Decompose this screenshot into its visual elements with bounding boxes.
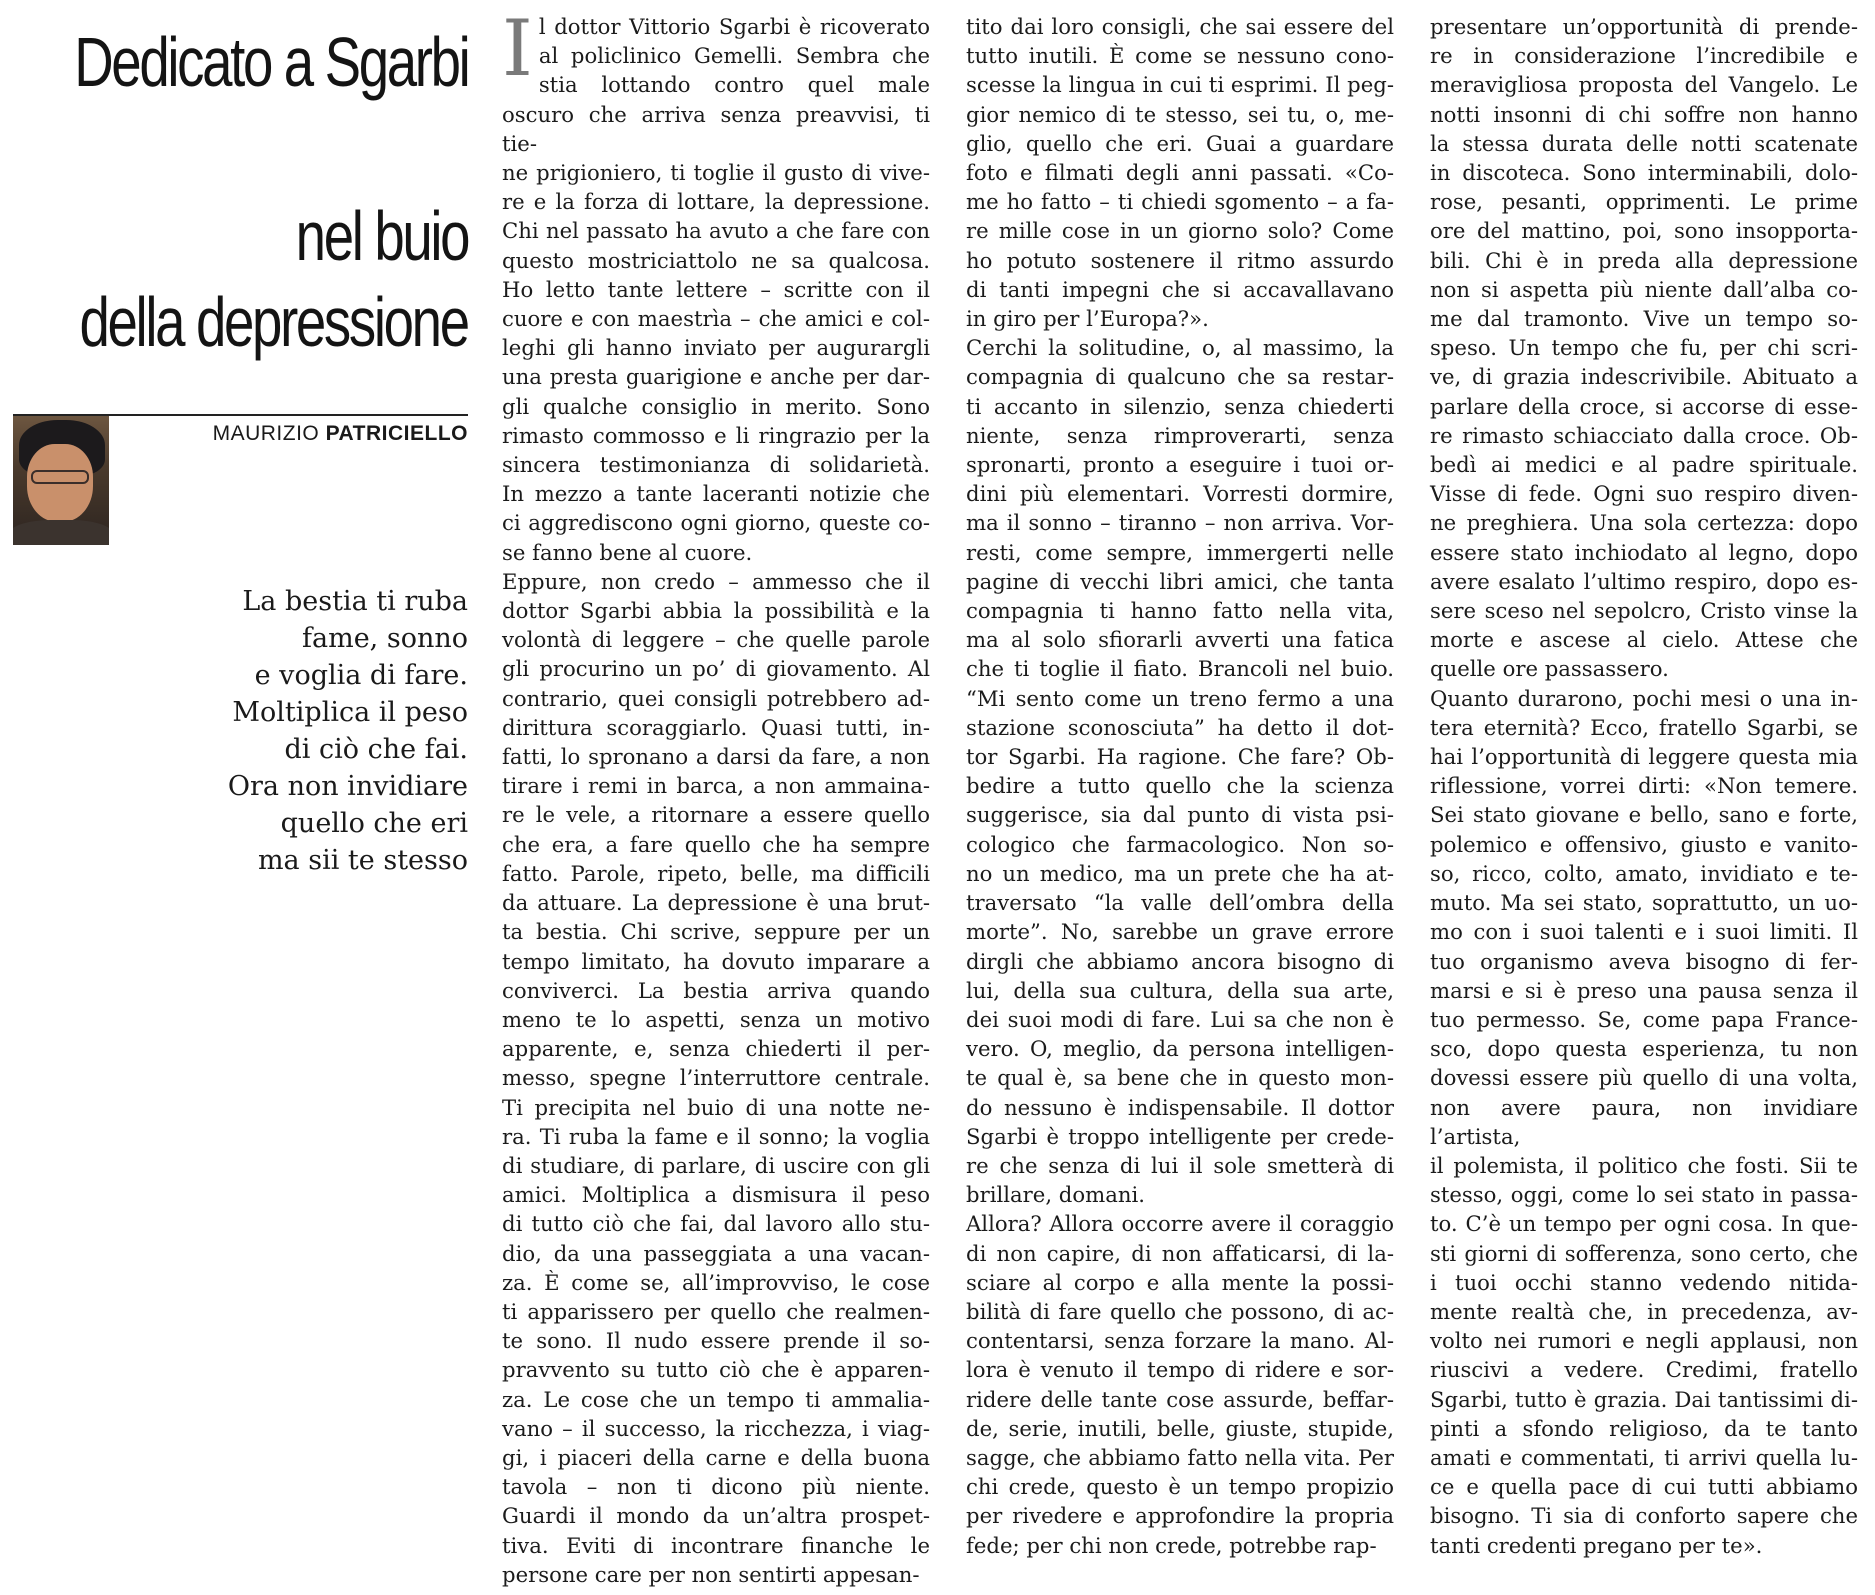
article-line: lora è venuto il tempo di ridere e sor- <box>966 1357 1394 1383</box>
article-column-1 <box>502 4 930 1589</box>
article-line: te sono. Il nudo essere prende il so- <box>502 1328 930 1354</box>
article-line: dei suoi modi di fare. Lui sa che non è <box>966 1006 1394 1032</box>
pull-quote-line: di ciò che fai. <box>284 734 468 765</box>
pull-quote <box>228 583 468 879</box>
article-line: bedì ai medici e al padre spirituale. <box>1430 452 1858 478</box>
article-line: al policlinico Gemelli. Sembra che <box>538 43 930 69</box>
article-line: compagnia di qualcuno che sa restar- <box>966 364 1394 390</box>
article-line: pinti a sfondo religioso, da te tanto <box>1430 1415 1858 1441</box>
article-line: di tanti impegni che si accavallavano <box>966 276 1394 302</box>
article-line: re mille cose in un giorno solo? Come <box>966 218 1394 244</box>
article-line: za. È come se, all’improvviso, le cose <box>502 1269 930 1295</box>
article-line: me dal tramonto. Vive un tempo so- <box>1430 306 1858 332</box>
article-line: notti insonni di chi soffre non hanno <box>1430 101 1858 127</box>
article-line: ta bestia. Chi scrive, seppure per un <box>502 919 930 945</box>
article-line: Chi nel passato ha avuto a che fare con <box>502 218 930 244</box>
article-line: tuo permesso. Se, come papa France- <box>1430 1006 1858 1032</box>
article-line: speso. Un tempo che fu, per chi scri- <box>1430 335 1858 361</box>
article-line: niente, senza rimproverarti, senza <box>966 422 1394 448</box>
article-line: re in considerazione l’incredibile e <box>1430 43 1858 69</box>
article-line: tanti credenti pregano per te». <box>1430 1532 1763 1558</box>
article-line: Ti precipita nel buio di una notte ne- <box>502 1094 930 1120</box>
article-line: resti, come sempre, immergerti nelle <box>966 539 1394 565</box>
article-line: di tutto ciò che fai, dal lavoro allo stu- <box>502 1211 930 1237</box>
byline <box>213 419 468 449</box>
article-line: polemico e offensivo, giusto e vanito- <box>1430 831 1858 857</box>
article-line: persone care per non sentirti appesan- <box>502 1561 920 1587</box>
article-line: brillare, domani. <box>966 1182 1145 1208</box>
article-line: ne preghiera. Una sola certezza: dopo <box>1430 510 1858 536</box>
article-line: ore del mattino, poi, sono insopporta- <box>1430 218 1858 244</box>
headline-line-2: nel buio <box>295 197 468 275</box>
article-line: sincera testimonianza di solidarietà. <box>502 452 930 478</box>
article-line: ce e quella pace di cui tutti abbiamo <box>1430 1474 1858 1500</box>
article-line: za. Le cose che un tempo ti ammalia- <box>502 1386 930 1412</box>
article-line: stia lottando contro quel male <box>538 72 930 98</box>
article-line: vero. O, meglio, da persona intelligen- <box>966 1036 1394 1062</box>
article-line: conviverci. La bestia arriva quando <box>502 977 930 1003</box>
article-line: contentarsi, senza forzare la mano. Al- <box>966 1328 1394 1354</box>
article-line: muto. Ma sei stato, soprattutto, un uo- <box>1430 890 1858 916</box>
article-line: avere esalato l’ultimo respiro, dopo es- <box>1430 568 1858 594</box>
pull-quote-line: La bestia ti ruba <box>242 586 468 617</box>
article-line: do nessuno è indispensabile. Il dottor <box>966 1094 1394 1120</box>
article-line: tito dai loro consigli, che sai essere del <box>966 14 1394 39</box>
article-line: fatti, lo spronano a darsi da fare, a non <box>502 744 930 770</box>
article-line: una presta guarigione e anche per dar- <box>502 364 930 390</box>
article-line: ma il sonno – tiranno – non arriva. Vor- <box>966 510 1394 536</box>
article-line: re e la forza di lottare, la depressione. <box>502 189 930 215</box>
article-line: suggerisce, sia dal punto di vista psi- <box>966 802 1394 828</box>
article-line: apparente, e, senza chiederti il per- <box>502 1036 930 1062</box>
pull-quote-line: e voglia di fare. <box>254 660 468 691</box>
article-line: tutto inutili. È come se nessuno cono- <box>966 43 1394 69</box>
article-line: so, ricco, colto, amato, invidiato e te- <box>1430 860 1858 886</box>
article-line: mo con i suoi talenti e i suoi limiti. Il <box>1430 919 1858 945</box>
article-line: Quanto durarono, pochi mesi o una in- <box>1430 685 1858 711</box>
article-line: ti apparissero per quello che realmen- <box>502 1298 930 1324</box>
article-line: fede; per chi non crede, potrebbe rap- <box>966 1532 1377 1558</box>
article-line: stesso, oggi, come lo sei stato in passa- <box>1430 1182 1858 1208</box>
byline-last-name: PATRICIELLO <box>325 422 468 445</box>
article-line: Visse di fede. Ogni suo respiro diven- <box>1430 481 1858 507</box>
article-line: ra. Ti ruba la fame e il sonno; la voglia <box>502 1123 930 1149</box>
article-line: leghi gli hanno inviato per augurargli <box>502 335 930 361</box>
article-line: non si aspetta più niente dall’alba co- <box>1430 276 1858 302</box>
article-line: hai l’opportunità di leggere questa mia <box>1430 744 1858 770</box>
article-line: dottor Sgarbi abbia la possibilità e la <box>502 598 930 624</box>
article-line: sagge, che abbiamo fatto nella vita. Per <box>966 1444 1394 1470</box>
article-line: lui, della sua cultura, della sua arte, <box>966 977 1394 1003</box>
headline-line-1: Dedicato a Sgarbi <box>73 23 468 101</box>
article-line: Cerchi la solitudine, o, al massimo, la <box>966 335 1394 361</box>
article-line: te qual è, sa bene che in questo mon- <box>966 1065 1394 1091</box>
article-line: chi crede, questo è un tempo propizio <box>966 1474 1394 1500</box>
article-line: questo mostriciattolo ne sa qualcosa. <box>502 247 930 273</box>
article-line: pagine di vecchi libri amici, che tanta <box>966 568 1394 594</box>
article-line: dirgli che abbiamo ancora bisogno di <box>966 948 1394 974</box>
article-line: gi, i piaceri della carne e della buona <box>502 1444 930 1470</box>
article-line: ti accanto in silenzio, senza chiederti <box>966 393 1394 419</box>
article-line: ne prigioniero, ti toglie il gusto di vive- <box>502 160 930 186</box>
article-line: gior nemico di te stesso, sei tu, o, me- <box>966 101 1394 127</box>
article-line: contrario, quei consigli potrebbero ad- <box>502 685 930 711</box>
article-line: ridere delle tante cose assurde, beffar- <box>966 1386 1394 1412</box>
article-line: no un medico, ma un prete che ha at- <box>966 860 1394 886</box>
pull-quote-line: quello che eri <box>280 808 468 839</box>
article-line: gli procurino un po’ di giovamento. Al <box>502 656 930 682</box>
article-line: il polemista, il politico che fosti. Sii te <box>1430 1152 1858 1178</box>
article-line: rimasto commosso e li ringrazio per la <box>502 422 930 448</box>
article-line: vano – il successo, la ricchezza, i viag- <box>502 1415 930 1441</box>
article-line: bedire a tutto quello che la scienza <box>966 773 1394 799</box>
author-photo <box>13 416 109 545</box>
article-line: scesse la lingua in cui ti esprimi. Il peg- <box>966 72 1394 98</box>
article-line: di non capire, di non affaticarsi, di la- <box>966 1240 1394 1266</box>
article-line: che era, a fare quello che ha sempre <box>502 831 930 857</box>
article-line: de, serie, inutili, belle, giuste, stupide, <box>966 1415 1394 1441</box>
article-line: sere sceso nel sepolcro, Cristo vinse la <box>1430 598 1858 624</box>
article-line: sti giorni di sofferenza, sono certo, che <box>1430 1240 1858 1266</box>
article-line: gli qualche consiglio in merito. Sono <box>502 393 930 419</box>
article-line: stazione sconosciuta” ha detto il dot- <box>966 714 1394 740</box>
article-line: dirittura scoraggiarlo. Quasi tutti, in- <box>502 714 930 740</box>
article-column-3 <box>1430 12 1858 1560</box>
pull-quote-line: ma sii te stesso <box>257 845 468 876</box>
article-line: riflessione, vorrei dirti: «Non temere. <box>1430 773 1858 799</box>
article-line: l dottor Vittorio Sgarbi è ricoverato <box>538 14 930 39</box>
article-line: pravvento su tutto ciò che è apparen- <box>502 1357 930 1383</box>
article-line: re le vele, a ritornare a essere quello <box>502 802 930 828</box>
article-line: mente realtà che, in precedenza, av- <box>1430 1298 1858 1324</box>
pull-quote-line: fame, sonno <box>302 623 468 654</box>
article-column-2 <box>966 12 1394 1560</box>
drop-cap: I <box>502 4 533 94</box>
article-line: Sei stato giovane e bello, sano e forte, <box>1430 802 1858 828</box>
article-line: messo, spegne l’interruttore centrale. <box>502 1065 930 1091</box>
article-line: marsi e si è preso una pausa senza il <box>1430 977 1858 1003</box>
article-line: me ho fatto – ti chiedi sgomento – a fa- <box>966 189 1394 215</box>
article-line: re rimasto schiacciato dalla croce. Ob- <box>1430 422 1858 448</box>
article-line: morte”. No, sarebbe un grave errore <box>966 919 1394 945</box>
article-line: ve, di grazia indescrivibile. Abituato a <box>1430 364 1858 390</box>
article-line: Sgarbi, tutto è grazia. Dai tantissimi di- <box>1430 1386 1858 1412</box>
article-line: in discoteca. Sono interminabili, dolo- <box>1430 160 1858 186</box>
headline-line-3: della depressione <box>79 283 468 361</box>
article-line: non avere paura, non invidiare l’artista, <box>1430 1094 1858 1149</box>
article-line: presentare un’opportunità di prende- <box>1430 14 1858 39</box>
article-line: per rivedere e approfondire la propria <box>966 1503 1394 1529</box>
article-line: ma al solo sfiorarli avverti una fatica <box>966 627 1394 653</box>
article-line: dio, da una passeggiata a una vacan- <box>502 1240 930 1266</box>
article-line: In mezzo a tante laceranti notizie che <box>502 481 930 507</box>
pull-quote-line: Ora non invidiare <box>227 771 468 802</box>
article-line: morte e ascese al cielo. Attese che <box>1430 627 1858 653</box>
article-line: amici. Moltiplica a dismisura il peso <box>502 1182 930 1208</box>
article-line: oscuro che arriva senza preavvisi, ti tie- <box>502 101 930 156</box>
article-line: volontà di leggere – che quelle parole <box>502 627 930 653</box>
article-line: sciare al corpo e alla mente la possi- <box>966 1269 1394 1295</box>
article-line: cologico che farmacologico. Non so- <box>966 831 1394 857</box>
article-line: di studiare, di parlare, di uscire con gli <box>502 1152 930 1178</box>
article-line: se fanno bene al cuore. <box>502 539 753 565</box>
article-line: Ho letto tante lettere – scritte con il <box>502 276 930 302</box>
article-line: essere stato inchiodato al legno, dopo <box>1430 539 1858 565</box>
article-line: riuscivi a vedere. Credimi, fratello <box>1430 1357 1858 1383</box>
byline-first-name: MAURIZIO <box>212 422 320 445</box>
article-line: Allora? Allora occorre avere il coraggio <box>966 1211 1394 1237</box>
article-line: tiva. Eviti di incontrare finanche le <box>502 1532 930 1558</box>
article-line: tempo limitato, ha dovuto imparare a <box>502 948 930 974</box>
article-line: che ti toglie il fiato. Brancoli nel buio. <box>966 656 1394 682</box>
article-line: bisogno. Ti sia di conforto sapere che <box>1430 1503 1858 1529</box>
article-line: to. C’è un tempo per ogni cosa. In que- <box>1430 1211 1858 1237</box>
article-line: bilità di fare quello che possono, di ac- <box>966 1298 1394 1324</box>
article-line: tuo organismo aveva bisogno di fer- <box>1430 948 1858 974</box>
article-line: “Mi sento come un treno fermo a una <box>966 685 1394 711</box>
article-line: fatto. Parole, ripeto, belle, ma difficili <box>502 860 930 886</box>
article-line: rose, pesanti, opprimenti. Le prime <box>1430 189 1858 215</box>
article-line: meravigliosa proposta del Vangelo. Le <box>1430 72 1858 98</box>
article-line: dovessi essere più quello di una volta, <box>1430 1065 1858 1091</box>
article-line: i tuoi occhi stanno vedendo nitida- <box>1430 1269 1858 1295</box>
article-line: re che senza di lui il sole smetterà di <box>966 1152 1394 1178</box>
article-line: Guardi il mondo da un’altra prospet- <box>502 1503 930 1529</box>
article-line: ho potuto sostenere il ritmo assurdo <box>966 247 1394 273</box>
article-line: Sgarbi è troppo intelligente per crede- <box>966 1123 1394 1149</box>
article-line: parlare della croce, si accorse di esse- <box>1430 393 1858 419</box>
article-line: quelle ore passassero. <box>1430 656 1669 682</box>
article-line: tirare i remi in barca, a non ammaina- <box>502 773 930 799</box>
article-line: volto nei rumori e negli applausi, non <box>1430 1328 1858 1354</box>
article-line: cuore e con maestrìa – che amici e col- <box>502 306 930 332</box>
article-line: Eppure, non credo – ammesso che il <box>502 568 930 594</box>
article-line: amati e commentati, ti arrivi quella lu- <box>1430 1444 1858 1470</box>
article-line: spronarti, pronto a eseguire i tuoi or- <box>966 452 1394 478</box>
article-line: ci aggrediscono ogni giorno, queste co- <box>502 510 930 536</box>
article-line: sco, dopo questa esperienza, tu non <box>1430 1036 1858 1062</box>
article-line: tera eternità? Ecco, fratello Sgarbi, se <box>1430 714 1858 740</box>
article-line: tavola – non ti dicono più niente. <box>502 1474 930 1500</box>
article-line: tor Sgarbi. Ha ragione. Che fare? Ob- <box>966 744 1394 770</box>
pull-quote-line: Moltiplica il peso <box>232 697 468 728</box>
article-line: in giro per l’Europa?». <box>966 306 1209 332</box>
article-line: dini più elementari. Vorresti dormire, <box>966 481 1394 507</box>
article-line: la stessa durata delle notti scatenate <box>1430 130 1858 156</box>
article-line: glio, quello che eri. Guai a guardare <box>966 130 1394 156</box>
article-line: traversato “la valle dell’ombra della <box>966 890 1394 916</box>
article-line: da attuare. La depressione è una brut- <box>502 890 930 916</box>
article-line: bili. Chi è in preda alla depressione <box>1430 247 1858 273</box>
article-line: compagnia ti hanno fatto nella vita, <box>966 598 1394 624</box>
article-line: foto e filmati degli anni passati. «Co- <box>966 160 1394 186</box>
article-line: meno te lo aspetti, senza un motivo <box>502 1006 930 1032</box>
